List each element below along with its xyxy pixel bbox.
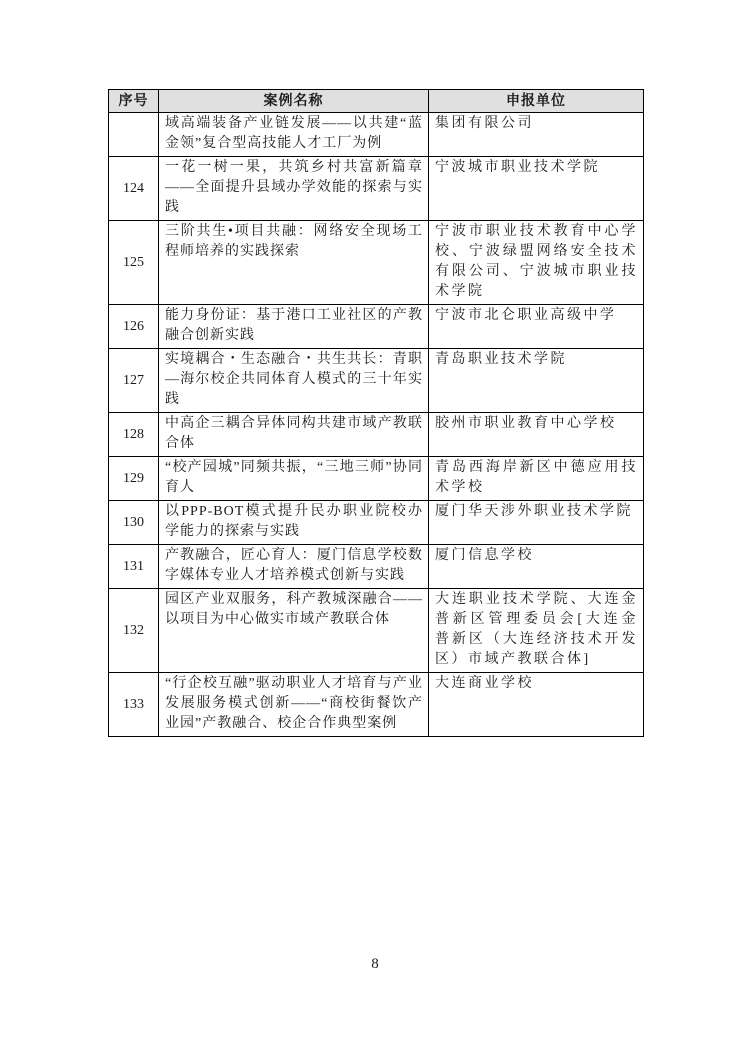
table-row (109, 545, 644, 589)
case-name: 中高企三耦合异体同构共建市域产教联合体 (159, 413, 429, 457)
col-header-serial: 序号 (109, 90, 159, 113)
table-row (109, 501, 644, 545)
table-row (109, 157, 644, 221)
col-header-reporting-unit: 申报单位 (429, 90, 644, 113)
case-name: 域高端装备产业链发展——以共建“蓝金领”复合型高技能人才工厂为例 (159, 113, 429, 157)
case-name: “行企校互融”驱动职业人才培育与产业发展服务模式创新——“商校街餐饮产业园”产教融合、校企合作典型案例 (159, 673, 429, 737)
table-row (109, 221, 644, 305)
case-name: 以PPP-BOT模式提升民办职业院校办学能力的探索与实践 (159, 501, 429, 545)
reporting-unit: 厦门信息学校 (429, 545, 644, 589)
reporting-unit: 胶州市职业教育中心学校 (429, 413, 644, 457)
table-row (109, 349, 644, 413)
reporting-unit: 集团有限公司 (429, 113, 644, 157)
case-name: 能力身份证：基于港口工业社区的产教融合创新实践 (159, 305, 429, 349)
table-row (109, 413, 644, 457)
case-name: 一花一树一果，共筑乡村共富新篇章——全面提升县域办学效能的探索与实践 (159, 157, 429, 221)
case-name: 三阶共生•项目共融：网络安全现场工程师培养的实践探索 (159, 221, 429, 305)
reporting-unit: 大连职业技术学院、大连金普新区管理委员会[大连金普新区（大连经济技术开发区）市域产教联合体] (429, 589, 644, 673)
serial-number: 131 (109, 545, 159, 589)
serial-number: 124 (109, 157, 159, 221)
reporting-unit: 厦门华天涉外职业技术学院 (429, 501, 644, 545)
page-number: 8 (371, 956, 379, 972)
case-name: 产教融合，匠心育人：厦门信息学校数字媒体专业人才培养模式创新与实践 (159, 545, 429, 589)
serial-number: 132 (109, 589, 159, 673)
reporting-unit: 青岛西海岸新区中德应用技术学校 (429, 457, 644, 501)
case-table (108, 89, 644, 737)
reporting-unit: 青岛职业技术学院 (429, 349, 644, 413)
serial-number: 125 (109, 221, 159, 305)
serial-number: 128 (109, 413, 159, 457)
reporting-unit: 宁波市北仑职业高级中学 (429, 305, 644, 349)
reporting-unit: 宁波城市职业技术学院 (429, 157, 644, 221)
col-header-case-name: 案例名称 (159, 90, 429, 113)
serial-number: 127 (109, 349, 159, 413)
reporting-unit: 宁波市职业技术教育中心学校、宁波绿盟网络安全技术有限公司、宁波城市职业技术学院 (429, 221, 644, 305)
serial-number: 133 (109, 673, 159, 737)
case-name: 园区产业双服务，科产教城深融合——以项目为中心做实市域产教联合体 (159, 589, 429, 673)
table-row (109, 673, 644, 737)
serial-number: 129 (109, 457, 159, 501)
table-row (109, 589, 644, 673)
table-header-row (109, 90, 644, 113)
case-name: 实境耦合・生态融合・共生共长：青职—海尔校企共同体育人模式的三十年实践 (159, 349, 429, 413)
table-row (109, 113, 644, 157)
reporting-unit: 大连商业学校 (429, 673, 644, 737)
serial-number: 130 (109, 501, 159, 545)
table-row (109, 305, 644, 349)
serial-number (109, 113, 159, 157)
case-name: “校产园城”同频共振，“三地三师”协同育人 (159, 457, 429, 501)
serial-number: 126 (109, 305, 159, 349)
table-row (109, 457, 644, 501)
